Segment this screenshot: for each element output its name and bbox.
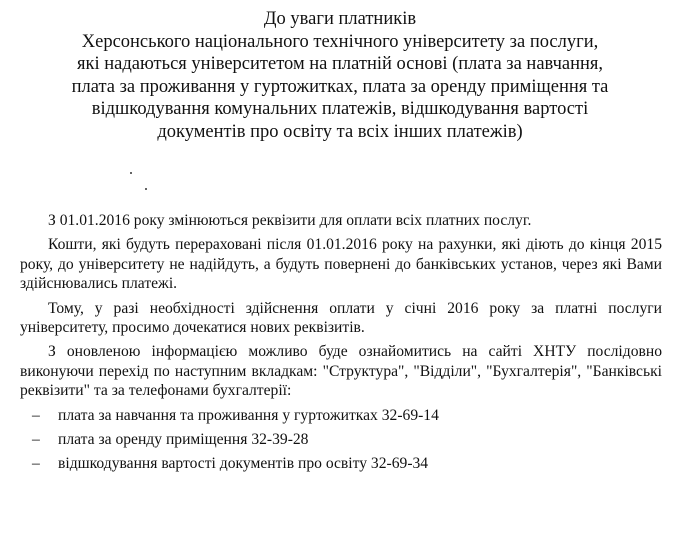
list-item-text: відшкодування вартості документів про освіту 32-69-34	[58, 455, 429, 473]
title-line-2: Херсонського національного технічного університету за послуги,	[81, 31, 599, 52]
list-item-text: плата за навчання та проживання у гуртожитках 32-69-14	[58, 406, 439, 424]
paragraph-website-info: З оновленою інформацією можливо буде ознайомитись на сайті ХНТУ послідовно виконуючи перехід по наступним вкладкам: "Структура", "Відділи", "Бухгалтерія", "Банківські реквізити" та за телефонами бухгалтерії:	[20, 343, 662, 400]
list-item	[20, 406, 662, 425]
title-line-6: документів про освіту та всіх інших платежів)	[157, 121, 523, 142]
title-line-1: До уваги платників	[263, 9, 417, 29]
paragraph-requisites-change: З 01.01.2016 року змінюються реквізити для оплати всіх платних послуг.	[48, 212, 532, 229]
list-item	[20, 430, 662, 449]
list-item	[20, 454, 662, 473]
scan-speck	[130, 172, 132, 174]
dash-bullet: –	[32, 431, 40, 449]
notice-title	[10, 8, 670, 143]
paragraph-wait-for-requisites: Тому, у разі необхідності здійснення оплати у січні 2016 року за платні послуги університету, просимо дочекатися нових реквізитів.	[20, 299, 662, 337]
dash-bullet: –	[32, 406, 40, 424]
scan-speck	[145, 188, 147, 190]
paragraph-funds-returned: Кошти, які будуть перераховані після 01.01.2016 року на рахунки, які діють до кінця 2015 року, до університету не надійдуть, а будуть повернені до банківських установ, через які Вами здійснювались платежі.	[20, 236, 662, 293]
notice-body	[20, 211, 662, 479]
title-line-4: плата за проживання у гуртожитках, плата за оренду приміщення та	[71, 76, 609, 97]
dash-bullet: –	[32, 455, 40, 473]
title-line-5: відшкодування комунальних платежів, відшкодування вартості	[91, 99, 589, 119]
title-line-3: які надаються університетом на платній основі (плата за навчання,	[76, 54, 604, 74]
list-item-text: плата за оренду приміщення 32-39-28	[58, 431, 309, 449]
phone-list	[20, 406, 662, 474]
